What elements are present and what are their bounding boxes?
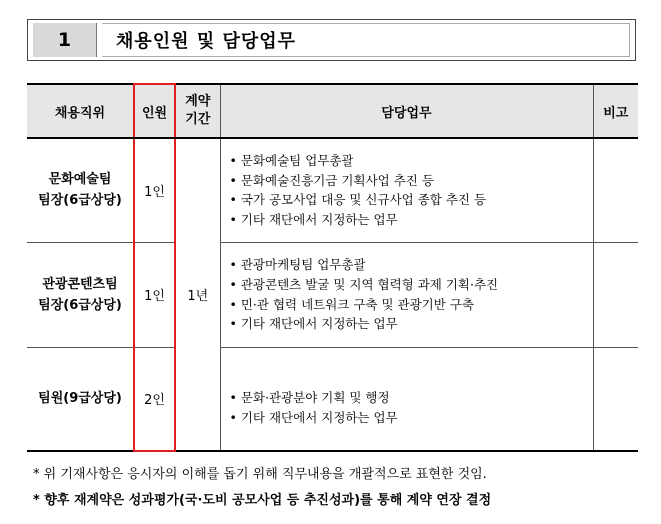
duty-list: [221, 151, 593, 229]
duty-item: • 기타 재단에서 지정하는 업무: [230, 314, 593, 334]
duty-item: • 문화예술진흥기금 기획사업 추진 등: [230, 171, 593, 191]
term-cell: 1년: [175, 138, 220, 451]
duty-item: • 국가 공모사업 대응 및 신규사업 종합 추진 등: [230, 190, 593, 210]
duties-cell: [220, 347, 593, 451]
table-row: [27, 242, 638, 347]
header-count: 인원: [134, 84, 175, 138]
section-number: 1: [33, 23, 97, 57]
count-cell: 2인: [134, 347, 175, 451]
duty-item: • 기타 재단에서 지정하는 업무: [230, 408, 593, 428]
note-line: * 위 기재사항은 응시자의 이해를 돕기 위해 직무내용을 개괄적으로 표현한 것임.: [33, 467, 487, 482]
header-term: 계약 기간: [175, 84, 220, 138]
remarks-cell: [593, 347, 638, 451]
position-cell: 관광콘텐츠팀 팀장(6급상당): [27, 242, 134, 347]
header-duties: 담당업무: [220, 84, 593, 138]
header-remarks: 비고: [593, 84, 638, 138]
duty-list: [221, 370, 593, 427]
section-title: 채용인원 및 담당업무: [102, 23, 630, 57]
table-row: [27, 138, 638, 242]
notes: [33, 462, 653, 514]
count-cell: 1인: [134, 242, 175, 347]
remarks-cell: [593, 242, 638, 347]
duty-item: • 문화·관광분야 기획 및 행정: [230, 388, 593, 408]
remarks-cell: [593, 138, 638, 242]
note-line: * 향후 재계약은 성과평가(국·도비 공모사업 등 추진성과)를 통해 계약 연장 결정: [33, 493, 492, 508]
duty-item: • 기타 재단에서 지정하는 업무: [230, 210, 593, 230]
table-row: [27, 347, 638, 451]
duties-cell: [220, 138, 593, 242]
duty-item: • 문화예술팀 업무총괄: [230, 151, 593, 171]
position-cell: 문화예술팀 팀장(6급상당): [27, 138, 134, 242]
duty-item: • 민·관 협력 네트워크 구축 및 관광기반 구축: [230, 295, 593, 315]
section-title-box: [27, 19, 636, 61]
duties-cell: [220, 242, 593, 347]
count-cell: 1인: [134, 138, 175, 242]
position-cell: 팀원(9급상당): [27, 347, 134, 451]
header-position: 채용직위: [27, 84, 134, 138]
duty-list: [221, 255, 593, 333]
table-header-row: [27, 84, 638, 138]
duty-item: • 관광콘텐츠 발굴 및 지역 협력형 과제 기획·추진: [230, 275, 593, 295]
duty-item: • 관광마케팅팀 업무총괄: [230, 255, 593, 275]
recruitment-table: [27, 83, 638, 452]
